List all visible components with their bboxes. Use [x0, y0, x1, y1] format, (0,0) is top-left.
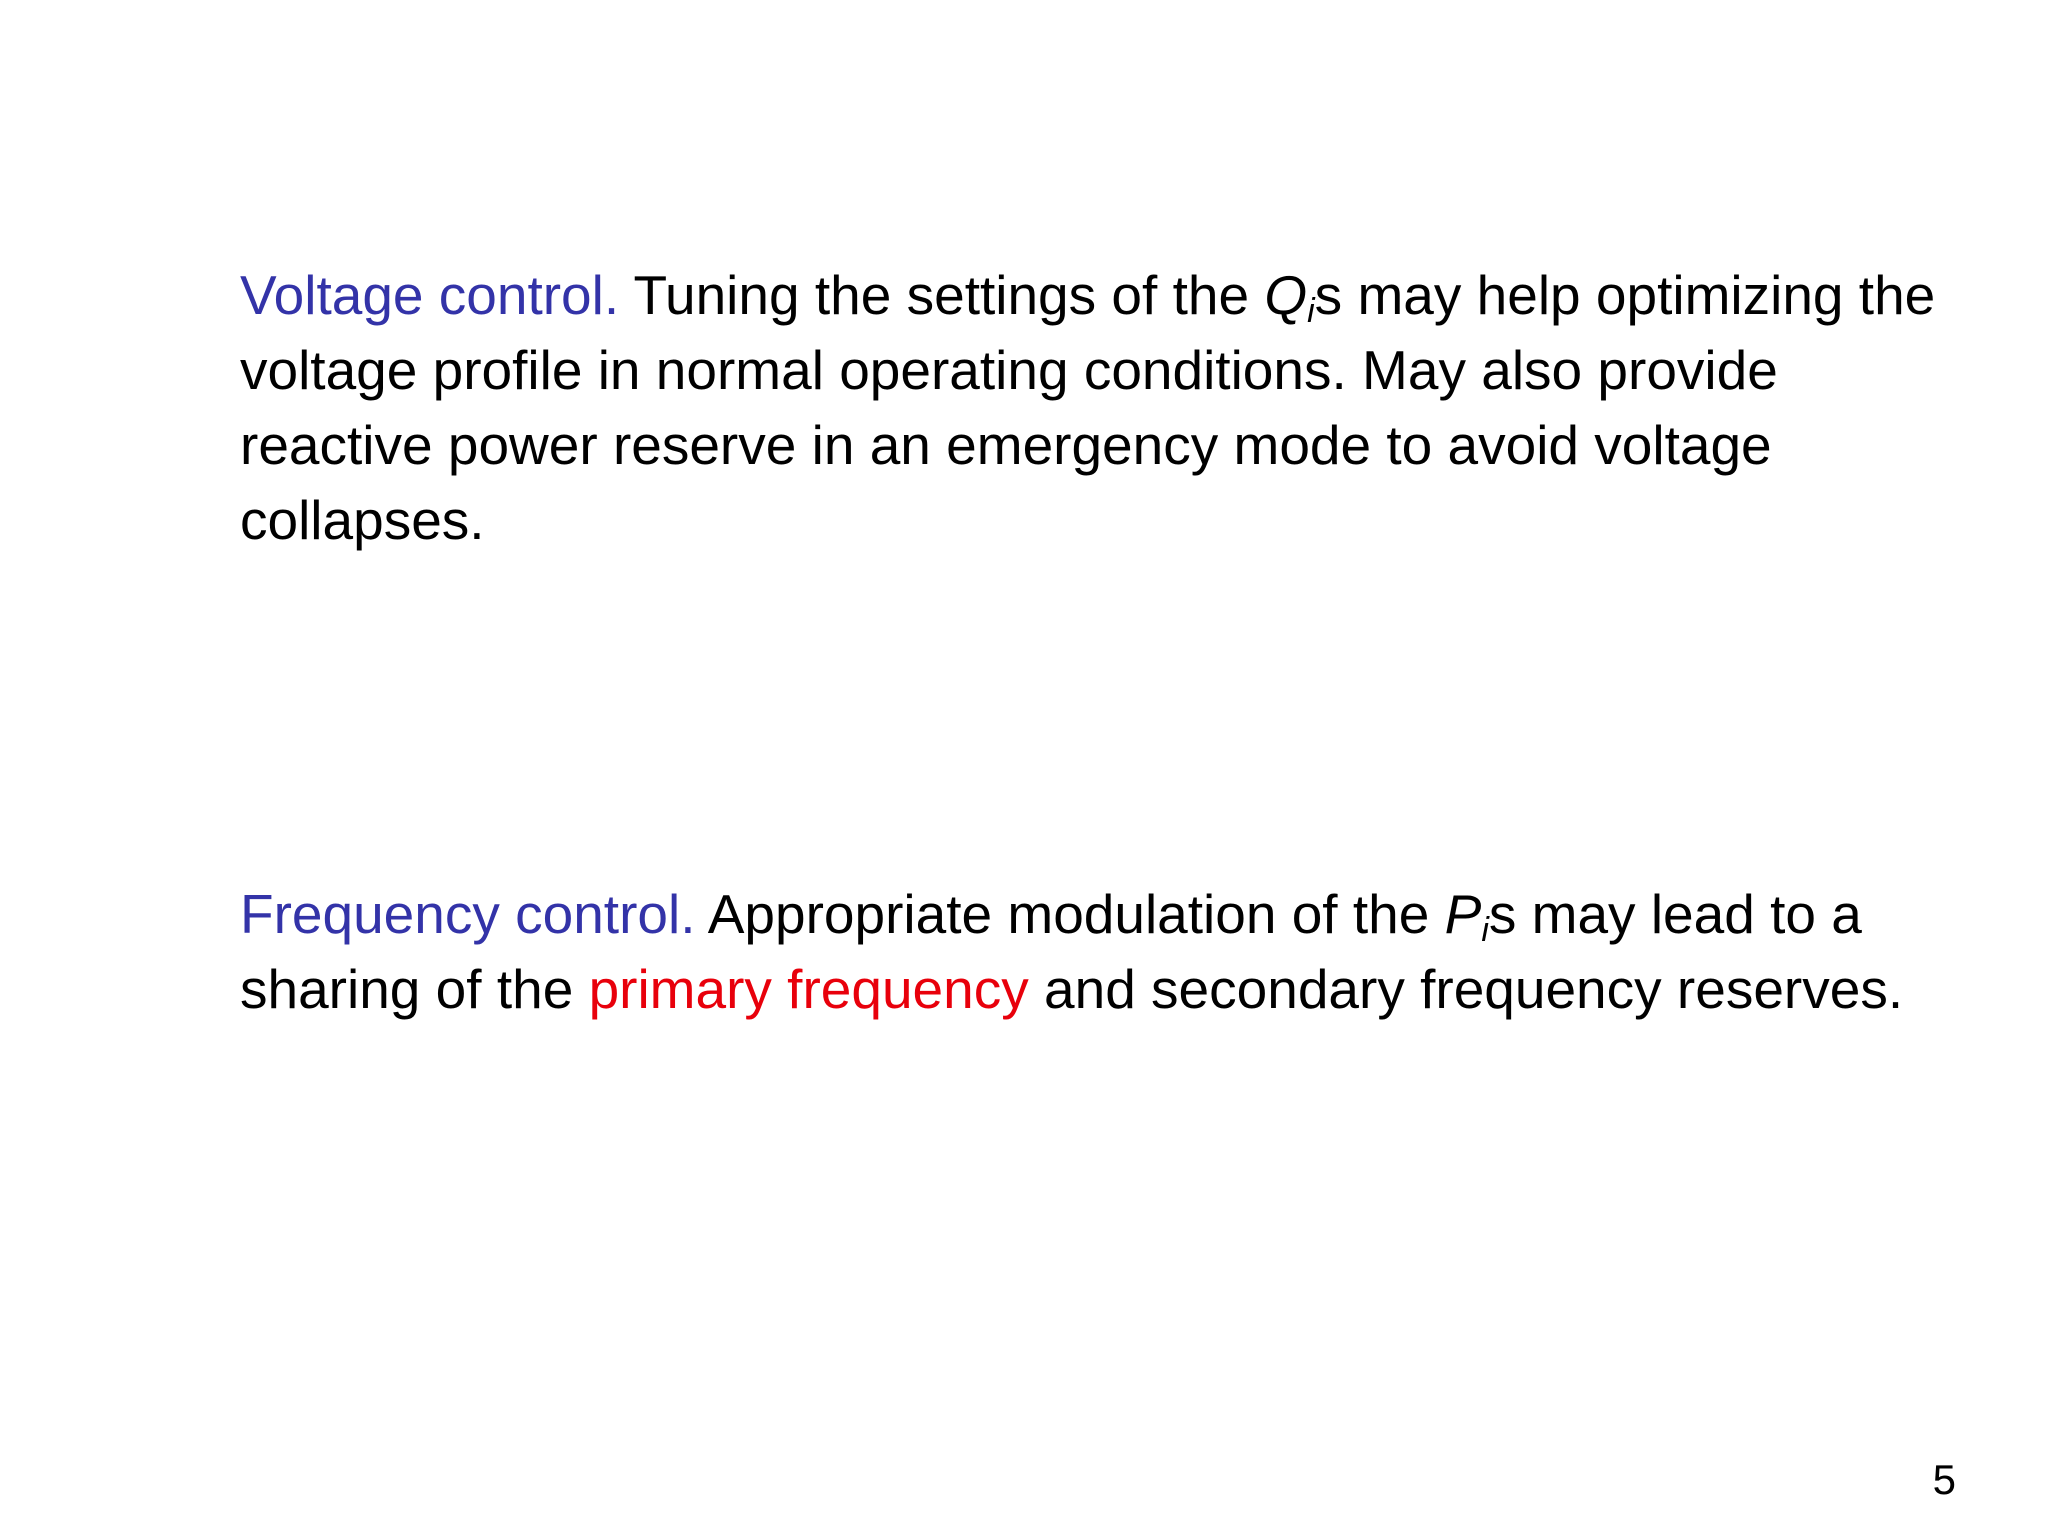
reactive-power-symbol-letter: Q — [1264, 264, 1308, 326]
voltage-control-paragraph — [240, 258, 1940, 558]
frequency-text-before-symbol: Appropriate modulation of the — [707, 883, 1430, 945]
active-power-symbol-subscript: i — [1481, 911, 1489, 949]
voltage-control-heading: Voltage control. — [240, 264, 620, 326]
voltage-text-before-symbol: Tuning the settings of the — [633, 264, 1250, 326]
reactive-power-symbol — [1264, 264, 1315, 330]
page-number: 5 — [1932, 1456, 1956, 1503]
frequency-text-after-emphasis: and secondary frequency reserves. — [1044, 958, 1904, 1020]
reactive-power-symbol-subscript: i — [1307, 292, 1315, 330]
frequency-control-heading: Frequency control. — [240, 883, 696, 945]
frequency-text-after-symbol: s may lead to a sharing of the — [240, 883, 1862, 1020]
frequency-control-paragraph — [240, 877, 1940, 1027]
active-power-symbol — [1444, 883, 1489, 949]
voltage-text-after-symbol: s may help optimizing the voltage profile in normal operating conditions. May also provide reactive power reserve in an emergency mode to avoid voltage collapses. — [240, 264, 1936, 551]
primary-frequency-emphasis: primary frequency — [588, 958, 1029, 1020]
active-power-symbol-letter: P — [1444, 883, 1482, 945]
